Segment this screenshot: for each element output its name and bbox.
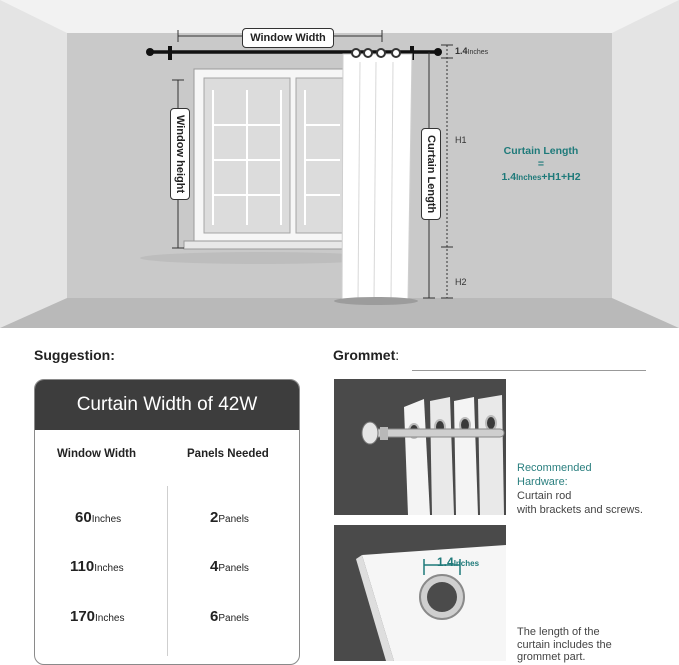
note-line-3: grommet part.: [517, 651, 586, 663]
suggestion-card: [34, 379, 300, 665]
note-line-1: The length of the: [517, 626, 600, 638]
curtain-length-label: Curtain Length: [421, 128, 441, 220]
offset-label: 1.4Inches: [455, 46, 489, 56]
h1-label: H1: [455, 135, 467, 145]
column-panels-needed: Panels Needed: [187, 448, 269, 460]
room-diagram: [0, 0, 679, 328]
window-width-label: Window Width: [242, 28, 334, 48]
h2-label: H2: [455, 277, 467, 287]
column-window-width: Window Width: [57, 448, 136, 460]
column-divider: [167, 486, 168, 656]
table-row-1-panels: 2Panels: [210, 509, 249, 526]
formula-expression: 1.4Inches+H1+H2: [501, 171, 581, 183]
suggestion-heading: Suggestion:: [34, 347, 115, 363]
recommended-line-1: Curtain rod: [517, 490, 572, 502]
formula-title: Curtain Length: [503, 145, 579, 157]
grommet-heading: Grommet:: [333, 347, 400, 363]
table-row-1-width: 60Inches: [75, 509, 122, 526]
formula-equals: =: [537, 158, 545, 170]
grommet-closeup-image: [334, 525, 506, 661]
rod-hardware-image: [334, 379, 506, 515]
note-line-2: curtain includes the: [517, 639, 612, 651]
recommended-subtitle: Hardware:: [517, 476, 568, 488]
card-title: Curtain Width of 42W: [35, 380, 299, 430]
table-row-2-width: 110Inches: [70, 558, 124, 575]
grommet-heading-rule: [412, 370, 646, 371]
grommet-size-label: 1.4Inches: [437, 555, 480, 569]
table-row-3-panels: 6Panels: [210, 608, 249, 625]
recommended-title: Recommended: [517, 462, 592, 474]
formula-block: [498, 145, 584, 184]
table-row-3-width: 170Inches: [70, 608, 125, 625]
window-height-label: Window height: [170, 108, 190, 200]
recommended-line-2: with brackets and screws.: [517, 504, 643, 516]
table-row-2-panels: 4Panels: [210, 558, 249, 575]
